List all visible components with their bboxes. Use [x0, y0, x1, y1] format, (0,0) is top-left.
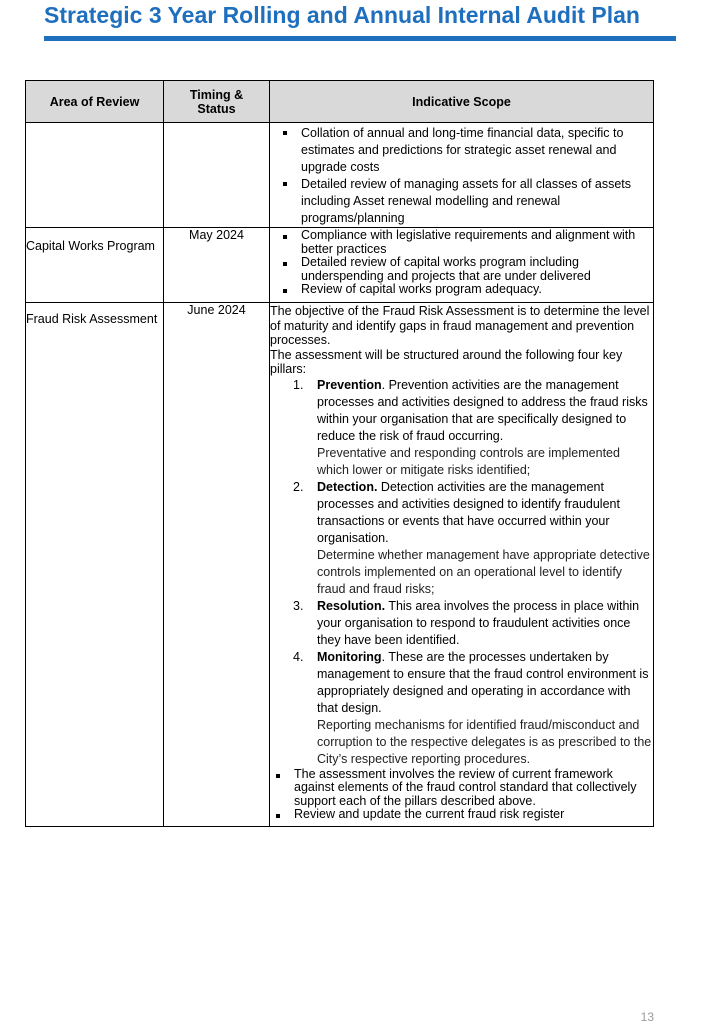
pillar-item: 3. Resolution. This area involves the process in place within your organisation to respond to fraudulent activities once they have been identified.: [293, 598, 640, 647]
scope-intro: The objective of the Fraud Risk Assessment is to determine the level of maturity and identify gaps in fraud management and prevention processes.: [270, 304, 650, 347]
scope-bullet: Review and update the current fraud risk register: [270, 808, 653, 822]
pillar-detail: Preventative and responding controls are implemented which lower or mitigate risks identified;: [317, 445, 620, 477]
scope-bullet: Detailed review of capital works program including underspending and projects that are under delivered: [270, 256, 653, 283]
pillar-list: [270, 377, 653, 768]
scope-cell: [270, 123, 654, 228]
page-number: 13: [640, 1010, 654, 1024]
table-row: [26, 228, 654, 303]
page-title: Strategic 3 Year Rolling and Annual Internal Audit Plan: [44, 2, 640, 28]
table-row: [26, 123, 654, 228]
scope-bullet: Review of capital works program adequacy.: [270, 283, 653, 297]
area-cell: [26, 123, 164, 228]
scope-bullet: The assessment involves the review of current framework against elements of the fraud control standard that collectively support each of the pillars described above.: [270, 768, 653, 809]
area-cell: Capital Works Program: [26, 228, 164, 303]
pillar-name: Resolution.: [317, 598, 386, 613]
pillar-name: Monitoring: [317, 649, 382, 664]
scope-bullet: Detailed review of managing assets for all classes of assets including Asset renewal modelling and renewal programs/planning: [270, 176, 653, 227]
pillar-detail: Reporting mechanisms for identified fraud/misconduct and corruption to the respective delegates is as prescribed to the City’s respective reporting procedures.: [317, 717, 652, 766]
column-header-timing: Timing & Status: [164, 81, 270, 123]
audit-plan-table: [25, 80, 654, 827]
timing-cell: June 2024: [164, 303, 270, 827]
timing-cell: May 2024: [164, 228, 270, 303]
scope-bullet: Collation of annual and long-time financial data, specific to estimates and predictions for strategic asset renewal and upgrade costs: [270, 125, 653, 176]
pillar-item: 1. Prevention. Prevention activities are the management processes and activities designed to address the fraud risks within your organisation that are specifically designed to reduce the risk of fraud occurring. Preventative and responding controls are implemented which lower or mitigate risks identified;: [270, 377, 653, 479]
area-cell: Fraud Risk Assessment: [26, 303, 164, 827]
scope-intro: The assessment will be structured around the following four key pillars:: [270, 347, 623, 376]
column-header-scope: Indicative Scope: [270, 81, 654, 123]
pillar-item: 4. Monitoring. These are the processes undertaken by management to ensure that the fraud control environment is appropriately designed and operating in accordance with that design. Reporting mechanisms for identified fraud/misconduct and corruption to the respective delegates is as prescribed to the City’s respective reporting procedures.: [293, 649, 652, 766]
column-header-area: Area of Review: [26, 81, 164, 123]
scope-bullet: Compliance with legislative requirements and alignment with better practices: [270, 229, 653, 256]
pillar-detail: Determine whether management have appropriate detective controls implemented on an operational level to identify fraud and fraud risks;: [317, 547, 650, 596]
pillar-name: Detection.: [317, 479, 378, 494]
pillar-item: 2. Detection. Detection activities are the management processes and activities designed to identify fraudulent transactions or events that have occurred within your organisation. Determine whether management have appropriate detective controls implemented on an operational level to identify fraud and fraud risks;: [270, 479, 653, 598]
table-row: [26, 303, 654, 827]
scope-cell: [270, 228, 654, 303]
timing-cell: [164, 123, 270, 228]
table-header-row: [26, 81, 654, 123]
pillar-name: Prevention: [317, 377, 382, 392]
title-underline: [44, 36, 676, 41]
scope-cell: [270, 303, 654, 827]
